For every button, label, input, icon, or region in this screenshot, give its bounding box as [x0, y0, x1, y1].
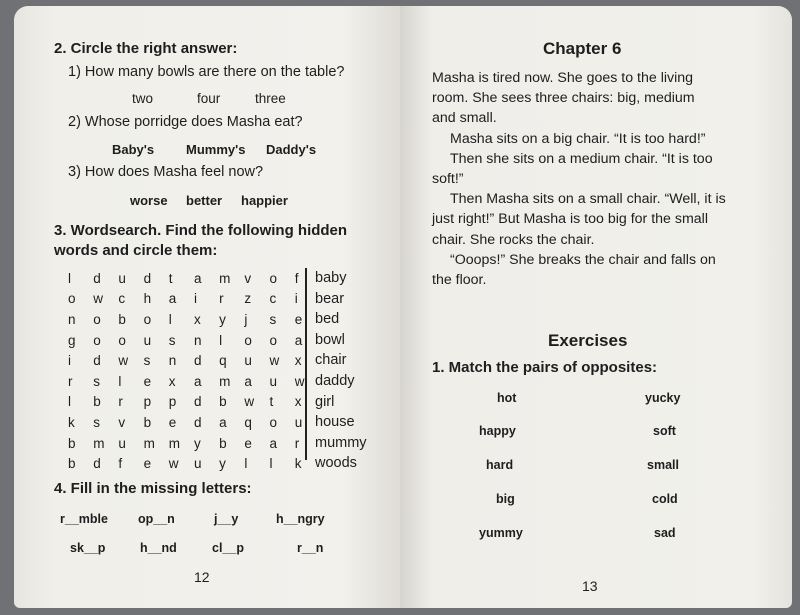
wordsearch-letter[interactable]: v — [244, 270, 252, 286]
wordsearch-word: bear — [315, 290, 345, 307]
wordsearch-letter[interactable]: d — [143, 270, 152, 286]
wordsearch-letter[interactable]: d — [93, 353, 101, 369]
wordsearch-letter[interactable]: d — [193, 353, 202, 369]
story-text — [432, 68, 750, 290]
wordsearch-row — [68, 330, 320, 351]
wordsearch-letter[interactable]: l — [244, 456, 248, 472]
wordsearch-letter[interactable]: d — [93, 456, 101, 472]
wordsearch-letter[interactable]: e — [143, 456, 152, 472]
option-1-b[interactable]: four — [197, 91, 221, 106]
story-line: chair. She rocks the chair. — [432, 231, 595, 248]
wordsearch-letter[interactable]: d — [193, 394, 202, 410]
wordsearch-row — [68, 309, 320, 330]
wordsearch-letter[interactable]: i — [193, 291, 197, 307]
chapter-title: Chapter 6 — [543, 39, 622, 58]
story-line: soft!” — [432, 171, 464, 188]
wordsearch-word-list — [315, 268, 367, 474]
page-number-left: 12 — [194, 569, 210, 585]
wordsearch-row — [68, 392, 320, 413]
wordsearch-letter[interactable]: g — [68, 332, 76, 348]
wordsearch-letter[interactable]: d — [193, 414, 202, 430]
wordsearch-letter[interactable]: f — [294, 270, 299, 286]
wordsearch-letter[interactable]: x — [168, 373, 176, 389]
wordsearch-letter[interactable]: n — [193, 332, 202, 348]
fill-word-4[interactable]: h__ngry — [276, 512, 325, 526]
wordsearch-letter[interactable]: z — [244, 291, 252, 307]
story-line: Masha is tired now. She goes to the living — [432, 70, 694, 86]
wordsearch-letter[interactable]: l — [68, 270, 71, 286]
wordsearch-letter[interactable]: c — [118, 291, 126, 307]
wordsearch-letter[interactable]: y — [193, 435, 201, 451]
opposite-left-word[interactable]: hard — [486, 458, 514, 472]
wordsearch-row — [68, 289, 320, 310]
wordsearch-letter[interactable]: q — [244, 414, 252, 430]
opposite-left-word[interactable]: yummy — [479, 526, 523, 540]
wordsearch-row — [68, 350, 320, 371]
story-line: Then Masha sits on a small chair. “Well, it is — [450, 191, 726, 208]
wordsearch-letter[interactable]: a — [244, 373, 252, 389]
wordsearch-letter[interactable]: h — [143, 291, 152, 307]
wordsearch-letter[interactable]: l — [168, 311, 172, 327]
wordsearch-letter[interactable]: k — [68, 414, 75, 430]
wordsearch-letter[interactable]: u — [294, 414, 303, 430]
page-number-right: 13 — [582, 578, 598, 594]
wordsearch-word: bowl — [315, 331, 345, 348]
opposite-right-word[interactable]: cold — [652, 492, 678, 506]
option-1-c[interactable]: three — [255, 91, 286, 106]
wordsearch-letter[interactable]: o — [143, 311, 152, 327]
wordsearch-row — [68, 268, 320, 289]
wordsearch-letter[interactable]: u — [118, 435, 126, 451]
story-line: just right!” But Masha is too big for the small — [432, 211, 708, 228]
wordsearch-letter[interactable]: o — [269, 270, 278, 286]
exercises-title: Exercises — [548, 331, 628, 350]
wordsearch-letter[interactable]: b — [143, 414, 152, 430]
story-line: the floor. — [432, 272, 487, 289]
wordsearch-letter[interactable]: b — [219, 394, 227, 410]
option-2-a[interactable]: Baby's — [112, 142, 155, 157]
wordsearch-letter[interactable]: a — [193, 373, 202, 389]
wordsearch-divider — [305, 268, 307, 460]
fill-word-8[interactable]: r__n — [297, 541, 324, 555]
wordsearch-letter[interactable]: r — [68, 373, 73, 389]
wordsearch-letter[interactable]: p — [143, 394, 152, 410]
wordsearch-letter[interactable]: a — [294, 332, 303, 348]
section-3-heading-line-1: 3. Wordsearch. Find the following hidden — [54, 222, 348, 239]
fill-word-3[interactable]: j__y — [214, 512, 239, 526]
fill-word-5[interactable]: sk__p — [70, 541, 106, 555]
wordsearch-letter[interactable]: r — [294, 435, 300, 451]
story-line: Masha sits on a big chair. “It is too hard!” — [450, 130, 706, 147]
section-3-heading-line-2: words and circle them: — [54, 242, 218, 259]
wordsearch-letter[interactable]: j — [244, 311, 248, 327]
wordsearch-letter[interactable]: a — [269, 435, 278, 451]
exercise-1-heading: 1. Match the pairs of opposites: — [432, 359, 658, 376]
wordsearch-letter[interactable]: a — [219, 414, 227, 430]
wordsearch-letter[interactable]: b — [219, 435, 227, 451]
opposite-right-word[interactable]: yucky — [645, 391, 681, 405]
wordsearch-letter[interactable]: b — [93, 394, 101, 410]
wordsearch-letter[interactable]: o — [244, 332, 252, 348]
opposite-right-word[interactable]: soft — [653, 424, 676, 438]
wordsearch-grid — [68, 268, 320, 474]
wordsearch-letter[interactable]: w — [168, 456, 179, 472]
wordsearch-letter[interactable]: s — [93, 373, 100, 389]
opposite-right-word[interactable]: sad — [654, 526, 676, 540]
opposite-left-word[interactable]: big — [496, 492, 515, 506]
story-line: “Ooops!” She breaks the chair and falls on — [450, 251, 716, 268]
wordsearch-letter[interactable]: q — [219, 353, 227, 369]
wordsearch-letter[interactable]: w — [118, 353, 129, 369]
wordsearch-letter[interactable]: t — [269, 394, 274, 410]
wordsearch-letter[interactable]: v — [118, 414, 126, 430]
wordsearch-letter[interactable]: l — [269, 456, 273, 472]
wordsearch-letter[interactable]: a — [168, 291, 177, 307]
wordsearch-letter[interactable]: o — [269, 414, 278, 430]
wordsearch-letter[interactable]: m — [219, 270, 231, 286]
story-line: room. She sees three chairs: big, medium — [432, 90, 695, 107]
wordsearch-letter[interactable]: m — [219, 373, 231, 389]
wordsearch-word: daddy — [315, 372, 355, 389]
wordsearch-letter[interactable]: o — [68, 291, 76, 307]
option-3-c[interactable]: happier — [241, 193, 288, 208]
wordsearch-letter[interactable]: s — [269, 311, 277, 327]
wordsearch-letter[interactable]: c — [269, 291, 277, 307]
wordsearch-letter[interactable]: m — [143, 435, 155, 451]
option-2-c[interactable]: Daddy's — [266, 142, 317, 157]
wordsearch-letter[interactable]: x — [193, 311, 201, 327]
right-page — [400, 6, 792, 608]
wordsearch-row — [68, 371, 320, 392]
story-line: and small. — [432, 110, 497, 127]
wordsearch-letter[interactable]: e — [168, 414, 177, 430]
wordsearch-letter[interactable]: o — [93, 332, 101, 348]
wordsearch-letter[interactable]: y — [219, 311, 226, 327]
question-1: 1) How many bowls are there on the table? — [68, 64, 345, 80]
wordsearch-word: chair — [315, 352, 347, 369]
fill-word-2[interactable]: op__n — [138, 512, 175, 526]
option-3-a[interactable]: worse — [130, 193, 168, 208]
wordsearch-letter[interactable]: r — [219, 291, 224, 307]
wordsearch-letter[interactable]: f — [118, 456, 123, 472]
wordsearch-letter[interactable]: u — [244, 353, 252, 369]
wordsearch-letter[interactable]: i — [294, 291, 298, 307]
wordsearch-letter[interactable]: o — [93, 311, 101, 327]
opposite-left-word[interactable]: hot — [497, 391, 517, 405]
wordsearch-letter[interactable]: u — [118, 270, 126, 286]
opposite-right-word[interactable]: small — [647, 458, 679, 472]
wordsearch-word: girl — [315, 393, 335, 410]
fill-word-6[interactable]: h__nd — [140, 541, 177, 555]
wordsearch-row — [68, 412, 320, 433]
wordsearch-word: bed — [315, 311, 340, 328]
wordsearch-letter[interactable]: b — [118, 311, 126, 327]
wordsearch-letter[interactable]: x — [294, 353, 302, 369]
wordsearch-letter[interactable]: d — [93, 270, 101, 286]
wordsearch-letter[interactable]: t — [168, 270, 173, 286]
wordsearch-letter[interactable]: e — [244, 435, 252, 451]
opposite-left-word[interactable]: happy — [479, 424, 516, 438]
wordsearch-row — [68, 453, 320, 474]
option-2-b[interactable]: Mummy's — [186, 142, 246, 157]
wordsearch-letter[interactable]: n — [168, 353, 177, 369]
wordsearch-letter[interactable]: b — [68, 435, 76, 451]
option-1-a[interactable]: two — [132, 91, 154, 106]
wordsearch-letter[interactable]: w — [269, 353, 280, 369]
wordsearch-letter[interactable]: s — [93, 414, 100, 430]
section-2-heading: 2. Circle the right answer: — [54, 40, 238, 57]
fill-word-7[interactable]: cl__p — [212, 541, 244, 555]
wordsearch-letter[interactable]: s — [168, 332, 176, 348]
wordsearch-letter[interactable]: u — [269, 373, 278, 389]
wordsearch-word: mummy — [315, 434, 367, 451]
wordsearch-letter[interactable]: m — [93, 435, 105, 451]
wordsearch-letter[interactable]: p — [168, 394, 177, 410]
question-2: 2) Whose porridge does Masha eat? — [68, 114, 303, 130]
fill-word-1[interactable]: r__mble — [60, 512, 108, 526]
story-line: Then she sits on a medium chair. “It is too — [450, 150, 713, 167]
wordsearch-letter[interactable]: k — [294, 456, 302, 472]
wordsearch-word: woods — [315, 455, 357, 472]
wordsearch-letter[interactable]: o — [269, 332, 278, 348]
wordsearch-letter[interactable]: w — [294, 373, 305, 389]
wordsearch-letter[interactable]: x — [294, 394, 302, 410]
wordsearch-letter[interactable]: l — [118, 373, 122, 389]
option-3-b[interactable]: better — [186, 193, 223, 208]
wordsearch-letter[interactable]: w — [244, 394, 255, 410]
left-page — [14, 6, 400, 608]
wordsearch-word: baby — [315, 270, 347, 286]
wordsearch-letter[interactable]: b — [68, 456, 76, 472]
wordsearch-letter[interactable]: y — [219, 456, 226, 472]
wordsearch-letter[interactable]: i — [68, 353, 71, 369]
wordsearch-letter[interactable]: u — [143, 332, 152, 348]
question-3: 3) How does Masha feel now? — [68, 164, 264, 180]
wordsearch-letter[interactable]: r — [118, 394, 123, 410]
wordsearch-letter[interactable]: e — [143, 373, 152, 389]
wordsearch-letter[interactable]: n — [68, 311, 76, 327]
wordsearch-letter[interactable]: a — [193, 270, 202, 286]
wordsearch-letter[interactable]: o — [118, 332, 126, 348]
wordsearch-letter[interactable]: s — [143, 353, 151, 369]
wordsearch-letter[interactable]: e — [294, 311, 303, 327]
wordsearch-word: house — [315, 414, 355, 431]
wordsearch-letter[interactable]: l — [219, 332, 223, 348]
wordsearch-letter[interactable]: l — [68, 394, 71, 410]
wordsearch-letter[interactable]: u — [193, 456, 202, 472]
section-4-heading: 4. Fill in the missing letters: — [54, 480, 252, 497]
wordsearch-letter[interactable]: m — [168, 435, 180, 451]
wordsearch-letter[interactable]: w — [93, 291, 103, 307]
wordsearch-row — [68, 433, 320, 454]
